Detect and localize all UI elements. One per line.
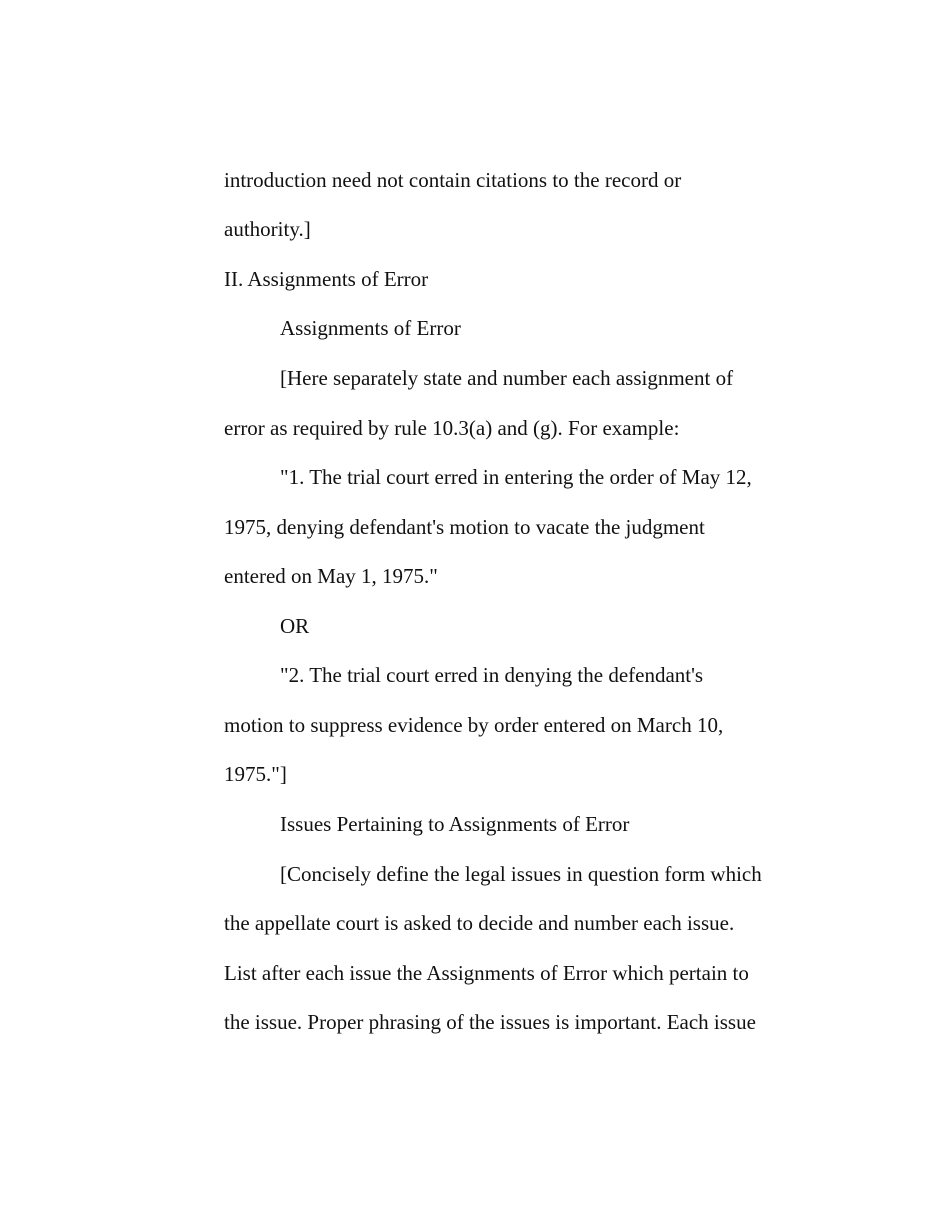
body-text-line: [Here separately state and number each assignment of	[280, 366, 734, 390]
example-text-line: "1. The trial court erred in entering the order of May 12,	[280, 465, 752, 489]
example-text-line: "2. The trial court erred in denying the defendant's	[280, 663, 704, 687]
example-text-line: entered on May 1, 1975."	[224, 564, 438, 588]
body-text-line: authority.]	[224, 217, 311, 241]
example-text-line: 1975, denying defendant's motion to vacate the judgment	[224, 515, 705, 539]
body-text-line: [Concisely define the legal issues in question form which	[280, 862, 762, 886]
subsection-heading: Assignments of Error	[280, 316, 461, 340]
body-text-line: the appellate court is asked to decide and number each issue.	[224, 911, 735, 935]
subsection-heading: Issues Pertaining to Assignments of Error	[280, 812, 630, 836]
body-text-line: List after each issue the Assignments of Error which pertain to	[224, 961, 749, 985]
or-separator: OR	[280, 614, 310, 638]
body-text-line: the issue. Proper phrasing of the issues is important. Each issue	[224, 1010, 756, 1034]
example-text-line: 1975."]	[224, 762, 287, 786]
section-heading: II. Assignments of Error	[224, 267, 429, 291]
body-text-line: introduction need not contain citations to the record or	[224, 168, 682, 192]
example-text-line: motion to suppress evidence by order entered on March 10,	[224, 713, 724, 737]
body-text-line: error as required by rule 10.3(a) and (g). For example:	[224, 416, 680, 440]
